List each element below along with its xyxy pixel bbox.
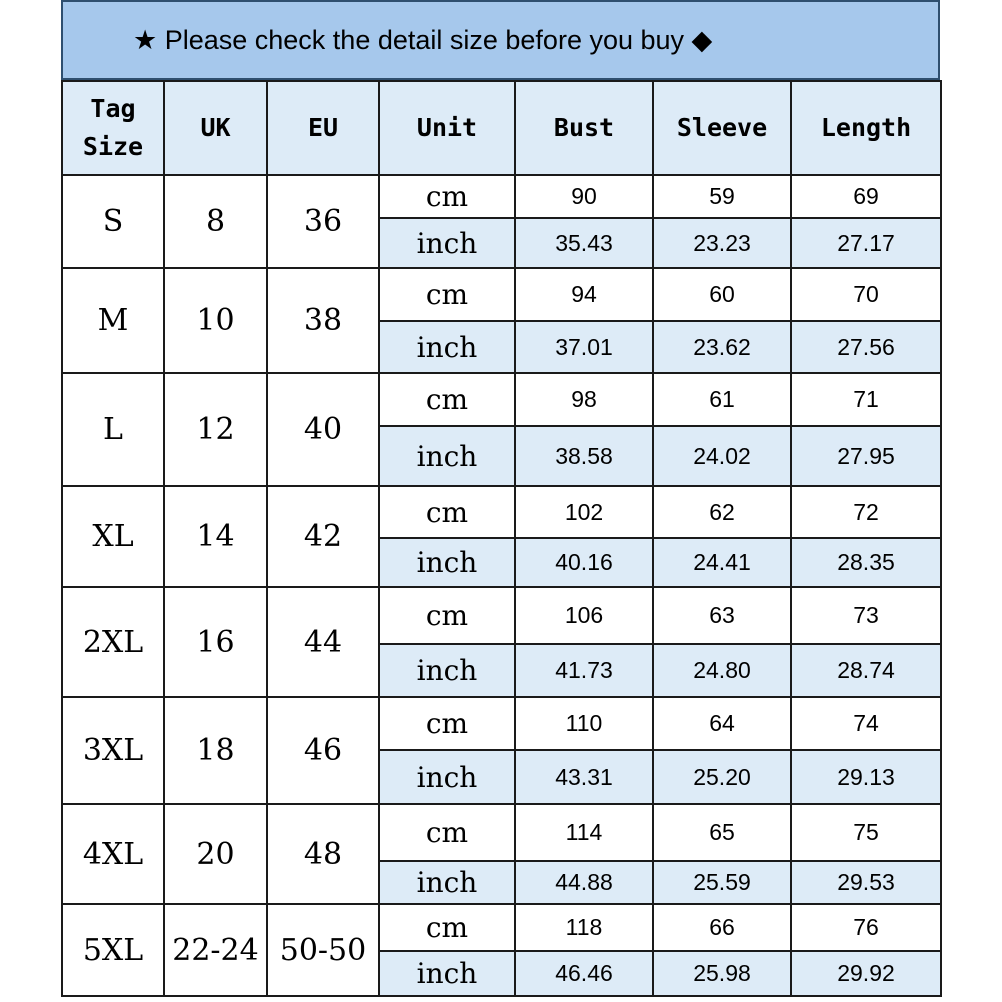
header-length: Length bbox=[791, 81, 941, 175]
cell-bust-cm: 110 bbox=[515, 697, 653, 750]
size-row-cm bbox=[62, 804, 941, 861]
cell-unit-inch: inch bbox=[379, 644, 515, 697]
cell-unit-inch: inch bbox=[379, 538, 515, 587]
cell-uk: 12 bbox=[164, 373, 267, 486]
cell-length-inch: 28.35 bbox=[791, 538, 941, 587]
size-chart bbox=[61, 0, 940, 1002]
size-table bbox=[61, 80, 942, 997]
cell-bust-cm: 102 bbox=[515, 486, 653, 538]
cell-length-cm: 76 bbox=[791, 904, 941, 951]
cell-length-inch: 27.56 bbox=[791, 321, 941, 373]
cell-bust-cm: 114 bbox=[515, 804, 653, 861]
header-tag-size: Tag Size bbox=[62, 81, 164, 175]
cell-bust-cm: 106 bbox=[515, 587, 653, 644]
cell-unit-inch: inch bbox=[379, 321, 515, 373]
cell-length-cm: 70 bbox=[791, 268, 941, 321]
cell-bust-inch: 35.43 bbox=[515, 218, 653, 268]
cell-sleeve-inch: 24.02 bbox=[653, 426, 791, 486]
header-uk: UK bbox=[164, 81, 267, 175]
cell-bust-inch: 44.88 bbox=[515, 861, 653, 904]
cell-eu: 48 bbox=[267, 804, 379, 904]
cell-unit-cm: cm bbox=[379, 697, 515, 750]
size-row-cm bbox=[62, 373, 941, 426]
cell-length-cm: 71 bbox=[791, 373, 941, 426]
cell-sleeve-cm: 59 bbox=[653, 175, 791, 218]
cell-unit-inch: inch bbox=[379, 861, 515, 904]
cell-eu: 46 bbox=[267, 697, 379, 804]
cell-bust-cm: 98 bbox=[515, 373, 653, 426]
header-unit: Unit bbox=[379, 81, 515, 175]
cell-eu: 40 bbox=[267, 373, 379, 486]
cell-length-inch: 27.17 bbox=[791, 218, 941, 268]
size-row-cm bbox=[62, 587, 941, 644]
cell-uk: 16 bbox=[164, 587, 267, 697]
cell-sleeve-cm: 61 bbox=[653, 373, 791, 426]
cell-sleeve-inch: 25.98 bbox=[653, 951, 791, 996]
cell-bust-inch: 43.31 bbox=[515, 750, 653, 804]
cell-length-cm: 74 bbox=[791, 697, 941, 750]
size-row-cm bbox=[62, 904, 941, 951]
cell-unit-inch: inch bbox=[379, 750, 515, 804]
cell-length-inch: 29.53 bbox=[791, 861, 941, 904]
cell-tag: 4XL bbox=[62, 804, 164, 904]
cell-bust-inch: 37.01 bbox=[515, 321, 653, 373]
cell-length-cm: 69 bbox=[791, 175, 941, 218]
cell-unit-inch: inch bbox=[379, 951, 515, 996]
cell-tag: 5XL bbox=[62, 904, 164, 996]
cell-length-inch: 29.92 bbox=[791, 951, 941, 996]
cell-length-cm: 73 bbox=[791, 587, 941, 644]
header-sleeve: Sleeve bbox=[653, 81, 791, 175]
cell-tag: M bbox=[62, 268, 164, 373]
cell-length-inch: 28.74 bbox=[791, 644, 941, 697]
size-row-cm bbox=[62, 486, 941, 538]
header-bust: Bust bbox=[515, 81, 653, 175]
cell-eu: 50-50 bbox=[267, 904, 379, 996]
cell-bust-cm: 118 bbox=[515, 904, 653, 951]
cell-sleeve-cm: 64 bbox=[653, 697, 791, 750]
cell-sleeve-cm: 66 bbox=[653, 904, 791, 951]
cell-sleeve-inch: 25.59 bbox=[653, 861, 791, 904]
cell-length-inch: 27.95 bbox=[791, 426, 941, 486]
cell-bust-cm: 90 bbox=[515, 175, 653, 218]
cell-eu: 44 bbox=[267, 587, 379, 697]
cell-sleeve-inch: 24.80 bbox=[653, 644, 791, 697]
header-eu: EU bbox=[267, 81, 379, 175]
cell-bust-inch: 41.73 bbox=[515, 644, 653, 697]
cell-unit-cm: cm bbox=[379, 804, 515, 861]
cell-unit-cm: cm bbox=[379, 486, 515, 538]
size-notice-banner: ★ Please check the detail size before you buy ◆ bbox=[61, 0, 940, 80]
cell-unit-inch: inch bbox=[379, 426, 515, 486]
cell-tag: 3XL bbox=[62, 697, 164, 804]
cell-sleeve-cm: 62 bbox=[653, 486, 791, 538]
cell-sleeve-inch: 24.41 bbox=[653, 538, 791, 587]
cell-uk: 14 bbox=[164, 486, 267, 587]
cell-eu: 38 bbox=[267, 268, 379, 373]
cell-bust-inch: 38.58 bbox=[515, 426, 653, 486]
cell-eu: 42 bbox=[267, 486, 379, 587]
size-row-cm bbox=[62, 697, 941, 750]
cell-unit-cm: cm bbox=[379, 904, 515, 951]
cell-sleeve-cm: 65 bbox=[653, 804, 791, 861]
cell-tag: XL bbox=[62, 486, 164, 587]
cell-tag: 2XL bbox=[62, 587, 164, 697]
cell-uk: 20 bbox=[164, 804, 267, 904]
cell-uk: 10 bbox=[164, 268, 267, 373]
cell-bust-cm: 94 bbox=[515, 268, 653, 321]
cell-sleeve-inch: 23.23 bbox=[653, 218, 791, 268]
size-row-cm bbox=[62, 175, 941, 218]
cell-tag: S bbox=[62, 175, 164, 268]
header-row bbox=[62, 81, 941, 175]
cell-length-cm: 72 bbox=[791, 486, 941, 538]
cell-sleeve-cm: 60 bbox=[653, 268, 791, 321]
cell-length-inch: 29.13 bbox=[791, 750, 941, 804]
cell-unit-inch: inch bbox=[379, 218, 515, 268]
cell-unit-cm: cm bbox=[379, 587, 515, 644]
cell-eu: 36 bbox=[267, 175, 379, 268]
cell-unit-cm: cm bbox=[379, 268, 515, 321]
cell-sleeve-inch: 23.62 bbox=[653, 321, 791, 373]
cell-bust-inch: 46.46 bbox=[515, 951, 653, 996]
size-row-cm bbox=[62, 268, 941, 321]
cell-bust-inch: 40.16 bbox=[515, 538, 653, 587]
cell-tag: L bbox=[62, 373, 164, 486]
cell-unit-cm: cm bbox=[379, 175, 515, 218]
cell-uk: 8 bbox=[164, 175, 267, 268]
cell-sleeve-cm: 63 bbox=[653, 587, 791, 644]
cell-sleeve-inch: 25.20 bbox=[653, 750, 791, 804]
cell-unit-cm: cm bbox=[379, 373, 515, 426]
cell-length-cm: 75 bbox=[791, 804, 941, 861]
cell-uk: 22-24 bbox=[164, 904, 267, 996]
cell-uk: 18 bbox=[164, 697, 267, 804]
